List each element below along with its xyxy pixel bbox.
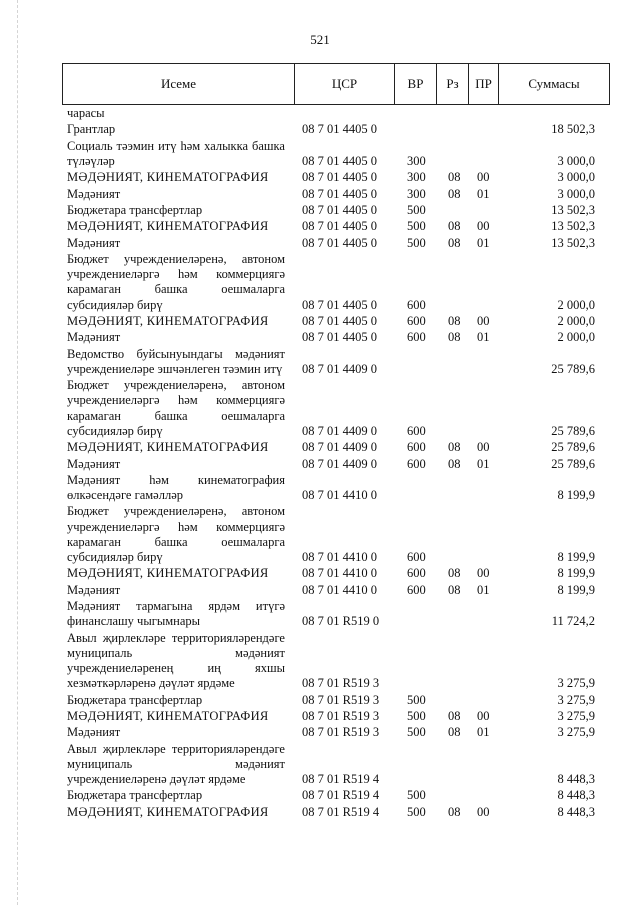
row-name-word: Ведомство <box>67 346 125 361</box>
row-vr: 600 <box>407 297 426 312</box>
row-name-line: Мәдәният <box>67 456 121 471</box>
row-name-line <box>67 473 285 488</box>
row-vr: 500 <box>407 235 426 250</box>
row-csr: 08 7 01 4409 0 <box>302 361 377 376</box>
row-sum: 8 199,9 <box>557 550 595 564</box>
row-name-line <box>67 520 285 535</box>
row-name-word: Мәдәният <box>67 599 121 614</box>
row-pr: 01 <box>477 725 490 740</box>
row-sum: 2 000,0 <box>557 330 595 345</box>
row-vr: 500 <box>407 202 426 217</box>
row-name-line: МӘДӘНИЯТ, КИНЕМАТОГРАФИЯ <box>67 313 269 328</box>
row-sum: 11 724,2 <box>551 614 595 629</box>
row-name-word: мәдәният <box>235 645 285 660</box>
row-csr: 08 7 01 4405 0 <box>302 122 377 137</box>
row-name-word: тәэмин <box>116 138 155 153</box>
row-csr: 08 7 01 R519 3 <box>302 708 380 723</box>
row-name-word: коммерциягә <box>216 267 285 282</box>
row-sum: 13 502,3 <box>551 235 595 250</box>
row-vr: 300 <box>407 186 426 201</box>
row-name-word: җирлекләре <box>102 741 166 756</box>
row-rz: 08 <box>448 804 461 819</box>
row-vr: 600 <box>407 566 426 581</box>
row-name-line: чарасы <box>67 106 105 120</box>
row-csr: 08 7 01 R519 4 <box>302 772 380 786</box>
row-name-word: территорияләрендәге <box>171 741 285 756</box>
row-name-word: мәдәният <box>235 756 285 771</box>
row-vr: 300 <box>407 153 426 168</box>
row-csr: 08 7 01 4405 0 <box>302 235 377 250</box>
header-name: Исеме <box>63 64 295 104</box>
header-sum: Суммасы <box>528 76 580 91</box>
row-csr: 08 7 01 4405 0 <box>302 186 377 201</box>
row-name-line: түләүләр <box>67 153 115 168</box>
row-name-line <box>67 252 285 267</box>
row-name-line: Бюджетара трансфертлар <box>67 788 203 803</box>
row-name-word: автоном <box>241 504 285 519</box>
row-csr: 08 7 01 R519 3 <box>302 676 380 691</box>
row-pr: 00 <box>477 708 490 723</box>
row-name-line <box>67 378 285 393</box>
row-rz: 08 <box>448 725 461 740</box>
row-csr: 08 7 01 R519 3 <box>302 692 380 707</box>
row-csr: 08 7 01 4410 0 <box>302 566 377 581</box>
row-name-line: субсидияләр бирү <box>67 297 163 312</box>
row-name-word: территорияләрендәге <box>171 630 285 645</box>
row-name-line: МӘДӘНИЯТ, КИНЕМАТОГРАФИЯ <box>67 440 269 455</box>
row-name-word: карамаган <box>67 282 121 297</box>
row-sum: 3 275,9 <box>557 725 595 740</box>
row-name-word: учреждениеләргә <box>67 267 160 282</box>
row-csr: 08 7 01 R519 0 <box>302 614 380 629</box>
row-vr: 600 <box>407 423 426 438</box>
row-name-word: мәдәният <box>235 346 285 361</box>
row-vr: 600 <box>407 582 426 597</box>
row-name-line <box>67 282 285 297</box>
row-vr: 500 <box>407 219 426 234</box>
row-csr: 08 7 01 4405 0 <box>302 153 377 168</box>
row-csr: 08 7 01 4405 0 <box>302 202 377 217</box>
header-pr: ПР <box>469 64 499 104</box>
row-name-word: оешмаларга <box>221 282 285 297</box>
row-name-word: Бюджет <box>67 378 109 393</box>
row-rz: 08 <box>448 708 461 723</box>
row-csr: 08 7 01 4405 0 <box>302 330 377 345</box>
row-name-line: МӘДӘНИЯТ, КИНЕМАТОГРАФИЯ <box>67 804 269 819</box>
row-sum: 3 000,0 <box>557 186 595 201</box>
row-name-line <box>67 646 285 661</box>
row-name-word: һәм <box>177 267 198 282</box>
row-name-word: башка <box>154 408 188 423</box>
row-sum: 25 789,6 <box>551 423 595 438</box>
row-sum: 25 789,6 <box>551 361 595 376</box>
row-name-word: учреждениеләренә, <box>123 504 227 519</box>
row-name-word: башка <box>252 138 285 153</box>
row-rz: 08 <box>448 235 461 250</box>
row-name-word: автоном <box>241 252 285 266</box>
row-name-line <box>67 347 285 362</box>
row-pr: 00 <box>477 566 490 581</box>
row-csr: 08 7 01 4405 0 <box>302 219 377 234</box>
row-name-word: учреждениеләренең <box>67 661 174 675</box>
row-name-word: итү <box>158 138 177 153</box>
row-pr: 00 <box>477 313 490 328</box>
row-csr: 08 7 01 R519 3 <box>302 725 380 740</box>
row-sum: 8 448,3 <box>557 804 595 819</box>
row-vr: 600 <box>407 456 426 471</box>
row-pr: 01 <box>477 582 490 597</box>
row-name-word: Бюджет <box>67 252 109 266</box>
row-name-line: Мәдәният <box>67 725 121 740</box>
row-name-line: учреждениеләренә дәүләт ярдәме <box>67 772 246 786</box>
row-pr: 01 <box>477 235 490 250</box>
row-rz: 08 <box>448 582 461 597</box>
row-name-line <box>67 661 285 676</box>
row-sum: 3 275,9 <box>557 676 595 691</box>
row-sum: 3 275,9 <box>557 692 595 707</box>
row-csr: 08 7 01 4405 0 <box>302 297 377 312</box>
row-name-word: ярдәм <box>208 599 241 614</box>
row-name-word: оешмаларга <box>221 534 285 549</box>
row-sum: 8 448,3 <box>557 788 595 803</box>
row-name-line <box>67 757 285 772</box>
row-name-word: яхшы <box>254 661 285 675</box>
row-csr: 08 7 01 R519 4 <box>302 788 380 803</box>
row-csr: 08 7 01 4410 0 <box>302 582 377 597</box>
row-vr: 500 <box>407 788 426 803</box>
row-name-word: башка <box>154 282 188 297</box>
row-name-line: өлкәсендәге гамәлләр <box>67 488 183 503</box>
row-rz: 08 <box>448 313 461 328</box>
row-csr: 08 7 01 4410 0 <box>302 550 377 564</box>
row-name-line <box>67 631 285 646</box>
row-name-word: коммерциягә <box>216 393 285 408</box>
row-vr: 600 <box>407 440 426 455</box>
row-vr: 500 <box>407 804 426 819</box>
row-name-line <box>67 599 285 614</box>
row-name-word: автоном <box>241 378 285 393</box>
row-pr: 00 <box>477 440 490 455</box>
row-rz: 08 <box>448 456 461 471</box>
row-pr: 00 <box>477 219 490 234</box>
row-rz: 08 <box>448 440 461 455</box>
row-rz: 08 <box>448 170 461 185</box>
row-rz: 08 <box>448 566 461 581</box>
row-name-line <box>67 139 285 154</box>
row-name-line: субсидияләр бирү <box>67 550 163 564</box>
row-rz: 08 <box>448 330 461 345</box>
row-name-line: Мәдәният <box>67 582 121 597</box>
row-vr: 600 <box>407 330 426 345</box>
page-number: 521 <box>310 32 330 47</box>
row-name-word: җирлекләре <box>102 630 166 645</box>
row-name-word: буйсынуындагы <box>136 346 223 361</box>
row-name-word: Бюджет <box>67 504 109 519</box>
row-pr: 00 <box>477 170 490 185</box>
row-sum: 8 199,9 <box>557 582 595 597</box>
row-name-line <box>67 535 285 550</box>
row-name-word: һәм <box>149 472 169 487</box>
row-name-line: Мәдәният <box>67 235 121 250</box>
row-name-line: Грантлар <box>67 122 116 137</box>
row-sum: 13 502,3 <box>551 202 595 217</box>
header-rz: Рз <box>437 64 469 104</box>
row-name-word: учреждениеләренә, <box>123 378 227 393</box>
row-pr: 01 <box>477 186 490 201</box>
row-name-line: МӘДӘНИЯТ, КИНЕМАТОГРАФИЯ <box>67 170 269 185</box>
row-csr: 08 7 01 4410 0 <box>302 488 377 503</box>
row-sum: 8 199,9 <box>557 566 595 581</box>
row-name-line <box>67 742 285 757</box>
row-name-line: Мәдәният <box>67 186 121 201</box>
row-rz: 08 <box>448 219 461 234</box>
row-name-line: МӘДӘНИЯТ, КИНЕМАТОГРАФИЯ <box>67 566 269 581</box>
row-name-line: Бюджетара трансфертлар <box>67 202 203 217</box>
row-name-word: учреждениеләренә, <box>123 252 227 266</box>
row-name-word: Социаль <box>67 138 113 153</box>
row-csr: 08 7 01 4409 0 <box>302 456 377 471</box>
row-vr: 600 <box>407 313 426 328</box>
row-csr: 08 7 01 4405 0 <box>302 170 377 185</box>
row-name-word: карамаган <box>67 408 121 423</box>
row-name-line: хезмәткәрләренә дәүләт ярдәме <box>67 676 235 691</box>
header-vr: ВР <box>395 64 437 104</box>
row-name-line: финанслашу чыгымнары <box>67 614 201 629</box>
row-vr: 300 <box>407 170 426 185</box>
row-name-word: халыкка <box>204 138 249 153</box>
row-sum: 18 502,3 <box>551 122 595 137</box>
row-name-word: итүгә <box>255 599 285 614</box>
row-vr: 500 <box>407 692 426 707</box>
row-name-word: коммерциягә <box>216 519 285 534</box>
row-name-line <box>67 409 285 424</box>
row-vr: 600 <box>407 550 426 564</box>
row-csr: 08 7 01 R519 4 <box>302 804 380 819</box>
row-name-word: Авыл <box>67 741 97 756</box>
header-csr: ЦСР <box>295 64 395 104</box>
row-pr: 01 <box>477 330 490 345</box>
row-name-line: Бюджетара трансфертлар <box>67 692 203 707</box>
row-rz: 08 <box>448 186 461 201</box>
row-name-line: учреждениеләре эшчәнлеген тәэмин итү <box>67 361 283 376</box>
row-name-word: муниципаль <box>67 645 133 660</box>
row-name-word: учреждениеләргә <box>67 393 160 408</box>
row-sum: 8 448,3 <box>557 772 595 786</box>
row-name-word: учреждениеләргә <box>67 519 160 534</box>
row-sum: 3 000,0 <box>557 153 595 168</box>
row-pr: 01 <box>477 456 490 471</box>
row-sum: 13 502,3 <box>551 219 595 234</box>
row-csr: 08 7 01 4409 0 <box>302 423 377 438</box>
row-sum: 25 789,6 <box>551 440 595 455</box>
row-sum: 2 000,0 <box>557 297 595 312</box>
row-name-line <box>67 504 285 519</box>
row-name-word: тармагына <box>136 599 193 614</box>
row-name-word: Мәдәният <box>67 472 121 487</box>
row-name-word: оешмаларга <box>221 408 285 423</box>
row-name-word: иң <box>207 661 221 675</box>
row-name-line: МӘДӘНИЯТ, КИНЕМАТОГРАФИЯ <box>67 708 269 723</box>
row-name-word: һәм <box>180 138 201 153</box>
row-sum: 3 000,0 <box>557 170 595 185</box>
row-name-word: кинематография <box>197 472 285 487</box>
row-vr: 500 <box>407 708 426 723</box>
row-sum: 8 199,9 <box>557 488 595 503</box>
row-name-word: Авыл <box>67 630 97 645</box>
row-name-word: һәм <box>177 519 198 534</box>
row-name-word: башка <box>154 534 188 549</box>
row-sum: 2 000,0 <box>557 313 595 328</box>
row-vr: 500 <box>407 725 426 740</box>
row-sum: 3 275,9 <box>557 708 595 723</box>
row-name-line: Мәдәният <box>67 330 121 345</box>
row-name-word: һәм <box>177 393 198 408</box>
row-name-line <box>67 267 285 282</box>
row-csr: 08 7 01 4405 0 <box>302 313 377 328</box>
row-name-word: карамаган <box>67 534 121 549</box>
row-sum: 25 789,6 <box>551 456 595 471</box>
row-name-word: муниципаль <box>67 756 133 771</box>
row-name-line <box>67 393 285 408</box>
row-pr: 00 <box>477 804 490 819</box>
row-csr: 08 7 01 4409 0 <box>302 440 377 455</box>
row-name-line: субсидияләр бирү <box>67 423 163 438</box>
row-name-line: МӘДӘНИЯТ, КИНЕМАТОГРАФИЯ <box>67 219 269 234</box>
